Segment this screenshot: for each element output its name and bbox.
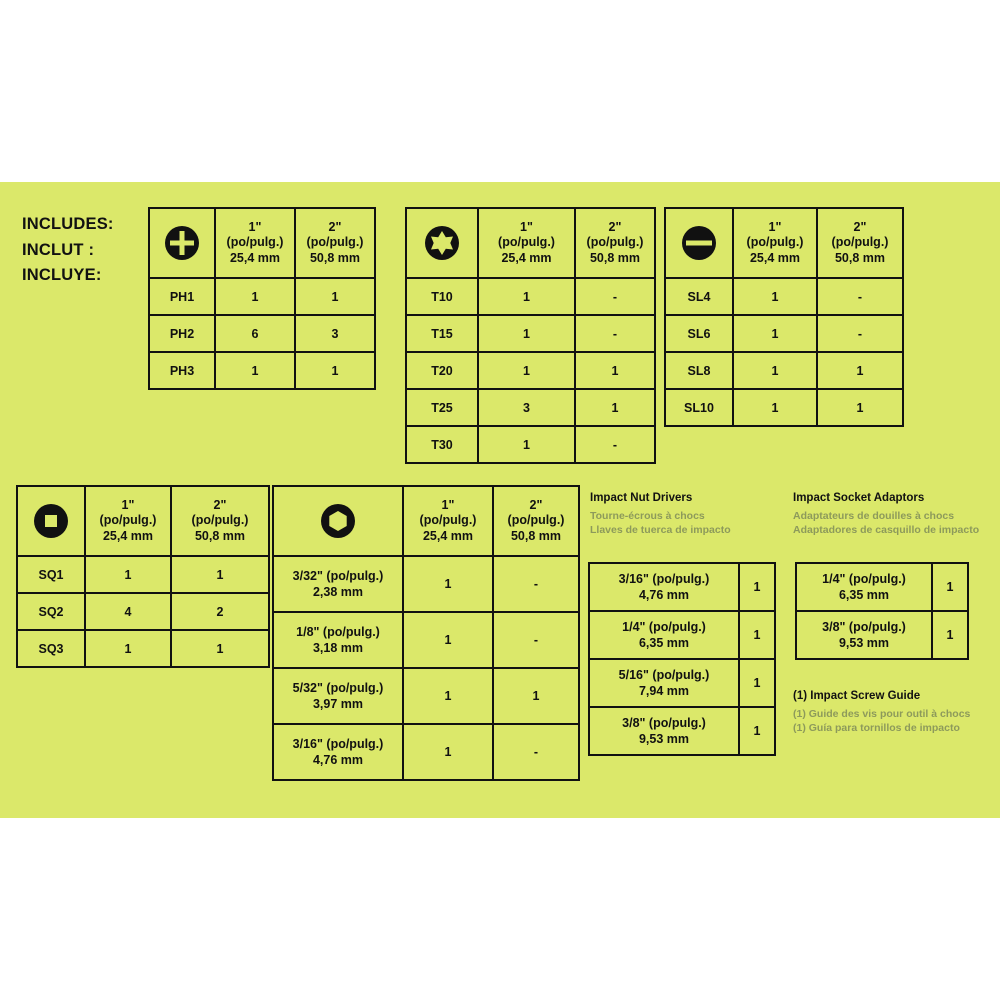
nut-drivers-subtitle-es: Llaves de tuerca de impacto (590, 524, 731, 537)
row-label-line2: 7,94 mm (638, 684, 690, 698)
row-label: SL6 (665, 315, 733, 352)
row-qty-2in: - (493, 724, 579, 780)
row-qty-2in: - (575, 315, 655, 352)
row-qty-2in: - (575, 426, 655, 463)
row-qty-1in: 1 (733, 278, 817, 315)
table-row (665, 278, 903, 315)
col-1in-line1: 1" (441, 497, 455, 512)
row-qty-1in: 3 (478, 389, 575, 426)
row-label: SL4 (665, 278, 733, 315)
col-2in-line3: 50,8 mm (194, 528, 246, 543)
row-label-line2: 4,76 mm (312, 753, 364, 767)
row-label (273, 724, 403, 780)
row-qty: 1 (932, 563, 968, 611)
row-label: T10 (406, 278, 478, 315)
slotted-icon-cell (665, 208, 733, 278)
row-qty-2in: 1 (575, 389, 655, 426)
col-1in-line2: (po/pulg.) (419, 513, 477, 528)
socket-adaptors-subtitles (793, 509, 979, 537)
slotted-col-2in (817, 208, 903, 278)
col-2in-line1: 2" (213, 497, 227, 512)
table-row (665, 389, 903, 426)
torx-icon-cell (406, 208, 478, 278)
row-label-line1: 1/4" (po/pulg.) (822, 571, 906, 586)
row-label (273, 556, 403, 612)
square-icon-cell (17, 486, 85, 556)
col-1in-line1: 1" (248, 219, 262, 234)
square-col-1in (85, 486, 171, 556)
row-qty: 1 (739, 611, 775, 659)
col-2in-line3: 50,8 mm (834, 250, 886, 265)
slotted-bit-icon (666, 225, 732, 261)
col-1in-line3: 25,4 mm (749, 250, 801, 265)
slotted-col-1in (733, 208, 817, 278)
row-qty-1in: 1 (215, 278, 295, 315)
row-qty-2in: 2 (171, 593, 269, 630)
socket-adaptors-subtitle-fr: Adaptateurs de douilles à chocs (793, 510, 955, 522)
row-label-line2: 9,53 mm (838, 636, 890, 650)
row-label (589, 611, 739, 659)
col-1in-line1: 1" (520, 219, 533, 234)
col-1in-line1: 1" (121, 497, 135, 512)
hex-col-1in (403, 486, 493, 556)
table-row (17, 593, 269, 630)
col-1in-line3: 25,4 mm (422, 528, 474, 543)
row-label (796, 611, 932, 659)
table-row (589, 563, 775, 611)
table-row (273, 668, 579, 724)
row-label: SQ1 (17, 556, 85, 593)
row-label: SL8 (665, 352, 733, 389)
row-qty-2in: 1 (295, 352, 375, 389)
row-label-line2: 6,35 mm (838, 588, 890, 602)
hex-bit-icon (274, 503, 402, 539)
phillips-col-1in (215, 208, 295, 278)
nut-drivers-title: Impact Nut Drivers (590, 492, 693, 504)
row-qty-1in: 1 (733, 389, 817, 426)
col-2in-line3: 50,8 mm (589, 250, 641, 265)
row-qty: 1 (739, 659, 775, 707)
torx-col-1in (478, 208, 575, 278)
table-row (273, 556, 579, 612)
col-1in-line1: 1" (768, 219, 782, 234)
table-row (17, 630, 269, 667)
table-row (273, 612, 579, 668)
torx-table (405, 207, 656, 464)
row-qty-2in: 1 (171, 556, 269, 593)
row-qty-1in: 1 (403, 612, 493, 668)
table-row (406, 278, 655, 315)
row-qty-2in: 1 (493, 668, 579, 724)
row-label (589, 707, 739, 755)
row-qty-1in: 1 (403, 556, 493, 612)
socket-adaptors-title: Impact Socket Adaptors (793, 492, 925, 504)
nut-drivers-subtitle-fr: Tourne-écrous à chocs (590, 510, 705, 522)
includes-label-es: INCLUYE: (22, 266, 102, 285)
table-row (17, 556, 269, 593)
hex-col-2in (493, 486, 579, 556)
row-label-line1: 1/8" (po/pulg.) (296, 624, 380, 639)
socket-adaptors-subtitle-es: Adaptadores de casquillo de impacto (793, 524, 980, 537)
table-row (665, 315, 903, 352)
row-qty-2in: 1 (817, 389, 903, 426)
phillips-col-2in (295, 208, 375, 278)
screw-guide-subtitle-fr: (1) Guide des vis pour outil à chocs (793, 708, 971, 720)
slotted-table (664, 207, 904, 427)
col-2in-line2: (po/pulg.) (191, 513, 249, 528)
phillips-icon-cell (149, 208, 215, 278)
table-row (589, 659, 775, 707)
table-row (149, 315, 375, 352)
includes-label-fr: INCLUT : (22, 240, 95, 259)
row-label: PH1 (149, 278, 215, 315)
col-1in-line3: 25,4 mm (102, 528, 154, 543)
table-row (149, 352, 375, 389)
row-label: T25 (406, 389, 478, 426)
row-label (796, 563, 932, 611)
row-qty-1in: 1 (478, 278, 575, 315)
row-label (589, 563, 739, 611)
table-row (406, 352, 655, 389)
row-qty-2in: 1 (817, 352, 903, 389)
row-qty-2in: 3 (295, 315, 375, 352)
col-1in-line3: 25,4 mm (501, 250, 552, 265)
phillips-table (148, 207, 376, 390)
table-row (406, 315, 655, 352)
row-qty: 1 (739, 563, 775, 611)
table-row (665, 352, 903, 389)
table-row (406, 389, 655, 426)
row-label: PH2 (149, 315, 215, 352)
square-col-2in (171, 486, 269, 556)
screw-guide-title: (1) Impact Screw Guide (793, 690, 921, 702)
row-label: T20 (406, 352, 478, 389)
screw-guide-subtitle-es: (1) Guía para tornillos de impacto (793, 722, 960, 735)
col-2in-line1: 2" (328, 219, 342, 234)
table-row (796, 611, 968, 659)
row-label-line2: 2,38 mm (312, 585, 364, 599)
row-label: SQ2 (17, 593, 85, 630)
row-qty-1in: 1 (215, 352, 295, 389)
phillips-bit-icon (150, 225, 214, 261)
row-qty-1in: 6 (215, 315, 295, 352)
row-qty: 1 (739, 707, 775, 755)
row-qty-2in: 1 (575, 352, 655, 389)
table-row (589, 611, 775, 659)
row-qty-2in: 1 (295, 278, 375, 315)
col-1in-line2: (po/pulg.) (498, 235, 555, 250)
row-label-line1: 3/32" (po/pulg.) (292, 568, 384, 583)
torx-bit-icon (407, 225, 477, 261)
row-label-line1: 3/16" (po/pulg.) (292, 736, 384, 751)
col-2in-line3: 50,8 mm (309, 250, 361, 265)
row-qty-1in: 1 (733, 315, 817, 352)
row-label: SL10 (665, 389, 733, 426)
row-qty: 1 (932, 611, 968, 659)
includes-label-en: INCLUDES: (22, 215, 114, 233)
row-qty-2in: 1 (171, 630, 269, 667)
row-label (273, 612, 403, 668)
col-1in-line2: (po/pulg.) (746, 235, 804, 250)
row-label: SQ3 (17, 630, 85, 667)
table-row (589, 707, 775, 755)
row-qty-1in: 1 (478, 352, 575, 389)
nut-drivers-subtitles (590, 509, 731, 537)
row-label-line1: 3/16" (po/pulg.) (618, 571, 710, 586)
col-2in-line2: (po/pulg.) (306, 235, 364, 250)
row-label-line2: 3,97 mm (312, 697, 364, 711)
row-qty-1in: 4 (85, 593, 171, 630)
torx-col-2in (575, 208, 655, 278)
row-qty-1in: 1 (478, 315, 575, 352)
hex-icon-cell (273, 486, 403, 556)
row-qty-1in: 1 (85, 630, 171, 667)
col-2in-line1: 2" (853, 219, 867, 234)
row-label: T15 (406, 315, 478, 352)
row-label-line1: 3/8" (po/pulg.) (822, 619, 906, 634)
col-2in-line1: 2" (529, 497, 543, 512)
table-row (149, 278, 375, 315)
row-qty-2in: - (817, 315, 903, 352)
col-2in-line2: (po/pulg.) (586, 235, 644, 250)
table-row (273, 724, 579, 780)
hex-table (272, 485, 580, 781)
row-qty-1in: 1 (733, 352, 817, 389)
row-qty-1in: 1 (403, 668, 493, 724)
col-1in-line2: (po/pulg.) (99, 513, 157, 528)
row-qty-1in: 1 (478, 426, 575, 463)
row-label: PH3 (149, 352, 215, 389)
square-bit-icon (18, 503, 84, 539)
row-qty-1in: 1 (403, 724, 493, 780)
row-label-line1: 5/32" (po/pulg.) (292, 680, 384, 695)
includes-label-block (22, 212, 142, 289)
row-qty-2in: - (575, 278, 655, 315)
socket-adaptors-table (795, 562, 969, 660)
row-label-line2: 9,53 mm (638, 732, 690, 746)
row-label-line2: 3,18 mm (312, 641, 364, 655)
col-2in-line1: 2" (608, 219, 622, 234)
row-qty-2in: - (493, 556, 579, 612)
square-table (16, 485, 270, 668)
row-qty-2in: - (817, 278, 903, 315)
row-label-line2: 6,35 mm (638, 636, 690, 650)
row-label-line1: 3/8" (po/pulg.) (622, 715, 706, 730)
row-label-line1: 1/4" (po/pulg.) (622, 619, 706, 634)
row-label-line1: 5/16" (po/pulg.) (618, 667, 710, 682)
nut-drivers-table (588, 562, 776, 756)
row-label-line2: 4,76 mm (638, 588, 690, 602)
row-qty-2in: - (493, 612, 579, 668)
col-1in-line3: 25,4 mm (229, 250, 281, 265)
row-label (589, 659, 739, 707)
col-1in-line2: (po/pulg.) (226, 235, 284, 250)
product-spec-sheet (0, 182, 1000, 818)
screw-guide-subtitles (793, 707, 970, 735)
col-2in-line2: (po/pulg.) (507, 513, 565, 528)
row-label (273, 668, 403, 724)
table-row (796, 563, 968, 611)
table-row (406, 426, 655, 463)
col-2in-line2: (po/pulg.) (831, 235, 889, 250)
row-qty-1in: 1 (85, 556, 171, 593)
row-label: T30 (406, 426, 478, 463)
col-2in-line3: 50,8 mm (510, 528, 562, 543)
